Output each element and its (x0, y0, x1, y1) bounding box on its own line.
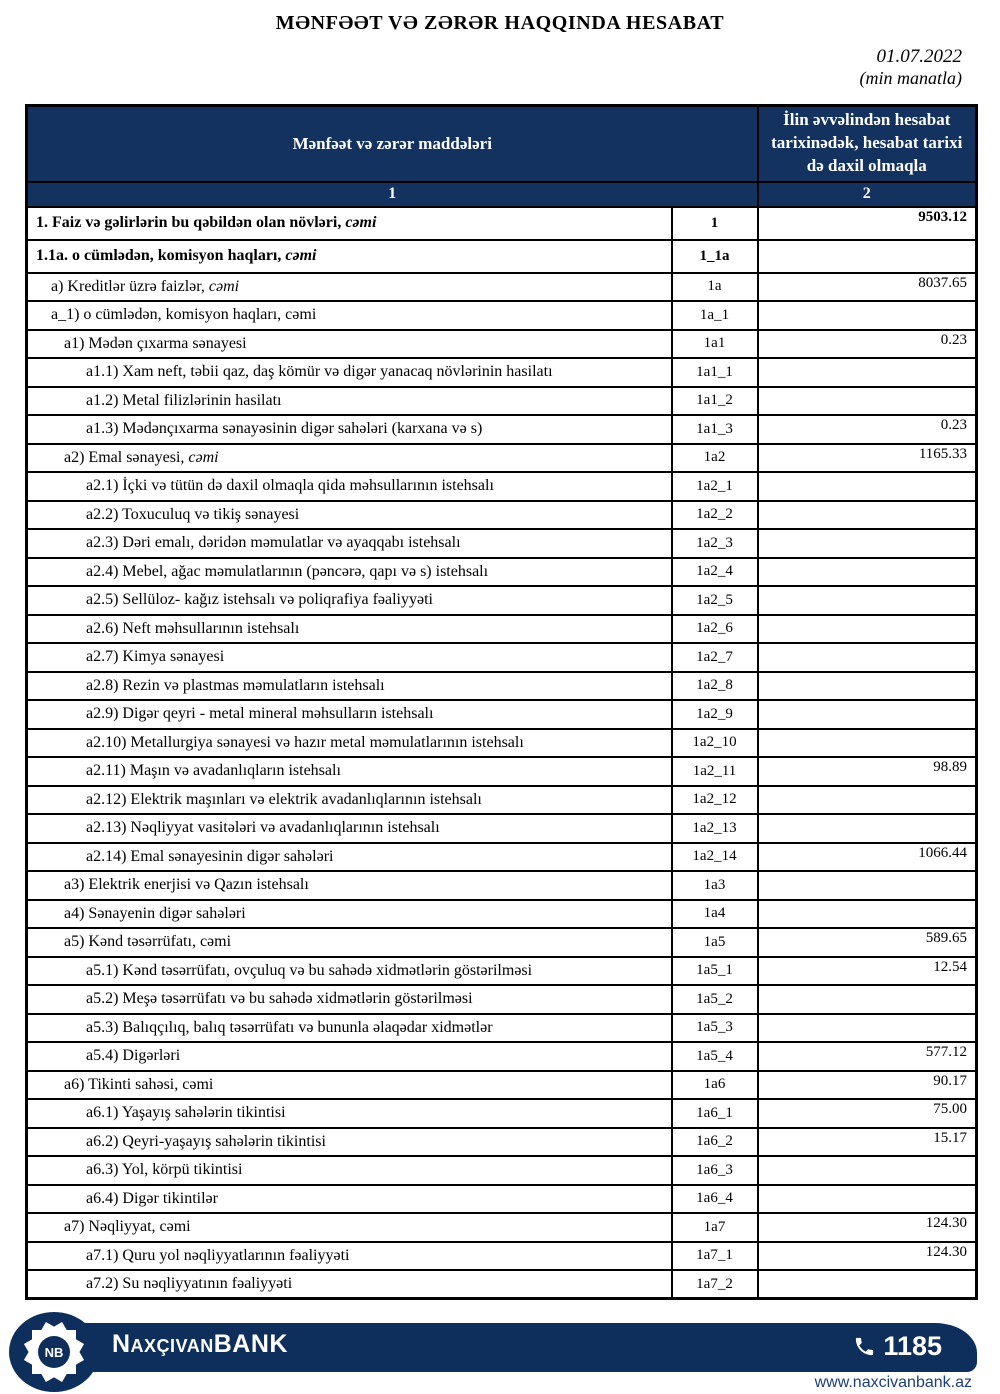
table-row (27, 529, 977, 558)
phone-number: 1185 (883, 1331, 942, 1361)
row-label: a2.5) Sellüloz- kağız istehsalı və poliqrafiya fəaliyyəti (27, 586, 672, 615)
row-label: a2.1) İçki və tütün də daxil olmaqla qida məhsullarının istehsalı (27, 472, 672, 501)
page-title: MƏNFƏƏT VƏ ZƏRƏR HAQQINDA HESABAT (275, 12, 725, 34)
row-value (758, 643, 977, 672)
row-code: 1a7_1 (672, 1242, 758, 1271)
table-row (27, 358, 977, 387)
row-label: a5.4) Digərləri (27, 1042, 672, 1071)
row-value (758, 358, 977, 387)
row-value (758, 1185, 977, 1214)
row-value: 1165.33 (758, 444, 977, 473)
row-code: 1a2_7 (672, 643, 758, 672)
row-code: 1a2_9 (672, 700, 758, 729)
row-code: 1a1_3 (672, 415, 758, 444)
row-label: a6.4) Digər tikintilər (27, 1185, 672, 1214)
row-code: 1_1a (672, 240, 758, 273)
row-label-suffix: cəmi (285, 247, 317, 264)
table-row (27, 672, 977, 701)
table-row (27, 871, 977, 900)
table-row (27, 240, 977, 273)
row-code: 1a6_4 (672, 1185, 758, 1214)
row-value: 90.17 (758, 1071, 977, 1100)
row-code: 1a6 (672, 1071, 758, 1100)
row-label: a2.8) Rezin və plastmas məmulatların istehsalı (27, 672, 672, 701)
table-row (27, 387, 977, 416)
row-value (758, 472, 977, 501)
row-label: a6) Tikinti sahəsi, cəmi (27, 1071, 672, 1100)
table-row (27, 843, 977, 872)
table-row (27, 301, 977, 330)
row-value: 9503.12 (758, 207, 977, 240)
row-value (758, 985, 977, 1014)
row-label: a5.2) Meşə təsərrüfatı və bu sahədə xidmətlərin göstərilməsi (27, 985, 672, 1014)
row-value: 577.12 (758, 1042, 977, 1071)
row-value (758, 615, 977, 644)
table-row (27, 957, 977, 986)
row-code: 1a4 (672, 900, 758, 929)
row-code: 1a2_13 (672, 814, 758, 843)
row-value (758, 529, 977, 558)
row-value (758, 729, 977, 758)
table-row (27, 207, 977, 240)
report-date: 01.07.2022 (876, 46, 962, 67)
row-code: 1a1 (672, 330, 758, 359)
row-label: a_1) o cümlədən, komisyon haqları, cəmi (27, 301, 672, 330)
row-label: a2.3) Dəri emalı, dəridən məmulatlar və ayaqqabı istehsalı (27, 529, 672, 558)
row-label: a) Kreditlər üzrə faizlər, cəmi (27, 273, 672, 302)
row-label: 1. Faiz və gəlirlərin bu qəbildən olan növləri, cəmi (27, 207, 672, 240)
row-label: a7.2) Su nəqliyyatının fəaliyyəti (27, 1270, 672, 1299)
row-label: a2.14) Emal sənayesinin digər sahələri (27, 843, 672, 872)
row-value (758, 786, 977, 815)
table-row (27, 1156, 977, 1185)
table-row (27, 1071, 977, 1100)
row-code: 1a5_2 (672, 985, 758, 1014)
table-row (27, 1185, 977, 1214)
row-code: 1a2_5 (672, 586, 758, 615)
row-value: 0.23 (758, 415, 977, 444)
row-code: 1a2_12 (672, 786, 758, 815)
row-label: a2.4) Mebel, ağac məmulatlarının (pəncərə, qapı və s) istehsalı (27, 558, 672, 587)
row-value: 98.89 (758, 757, 977, 786)
row-value: 0.23 (758, 330, 977, 359)
row-code: 1a2_3 (672, 529, 758, 558)
row-value (758, 1014, 977, 1043)
row-label: a2.11) Maşın və avadanlıqların istehsalı (27, 757, 672, 786)
row-code: 1a2_4 (672, 558, 758, 587)
row-code: 1a_1 (672, 301, 758, 330)
row-label: a6.2) Qeyri-yaşayış sahələrin tikintisi (27, 1128, 672, 1157)
row-code: 1a6_1 (672, 1099, 758, 1128)
phone-handset-icon (853, 1335, 876, 1358)
table-row (27, 1099, 977, 1128)
row-label: a2.12) Elektrik maşınları və elektrik avadanlıqlarının istehsalı (27, 786, 672, 815)
row-code: 1a2_14 (672, 843, 758, 872)
row-label: a1.3) Mədənçıxarma sənayəsinin digər sahələri (karxana və s) (27, 415, 672, 444)
row-label: a2.6) Neft məhsullarının istehsalı (27, 615, 672, 644)
row-value: 124.30 (758, 1213, 977, 1242)
table-row (27, 786, 977, 815)
row-code: 1a5_4 (672, 1042, 758, 1071)
row-code: 1a2_2 (672, 501, 758, 530)
row-label: a2.10) Metallurgiya sənayesi və hazır metal məmulatlarının istehsalı (27, 729, 672, 758)
table-row (27, 615, 977, 644)
row-value: 75.00 (758, 1099, 977, 1128)
table-row (27, 330, 977, 359)
row-code: 1a1_2 (672, 387, 758, 416)
row-value (758, 1156, 977, 1185)
column-number-2: 2 (758, 182, 977, 207)
row-value: 124.30 (758, 1242, 977, 1271)
row-code: 1a1_1 (672, 358, 758, 387)
column-number-1: 1 (27, 182, 758, 207)
table-row (27, 586, 977, 615)
row-label: a5.3) Balıqçılıq, balıq təsərrüfatı və bununla əlaqədar xidmətlər (27, 1014, 672, 1043)
row-label: a3) Elektrik enerjisi və Qazın istehsalı (27, 871, 672, 900)
row-label: 1.1a. o cümlədən, komisyon haqları, cəmi (27, 240, 672, 273)
row-code: 1a3 (672, 871, 758, 900)
table-row (27, 415, 977, 444)
row-label: a2.9) Digər qeyri - metal mineral məhsulların istehsalı (27, 700, 672, 729)
row-code: 1 (672, 207, 758, 240)
row-code: 1a5_1 (672, 957, 758, 986)
table-row (27, 558, 977, 587)
bank-name (112, 1332, 288, 1357)
row-code: 1a2_8 (672, 672, 758, 701)
bank-name-part2: BANK (213, 1330, 288, 1358)
row-value (758, 301, 977, 330)
row-label: a2.2) Toxuculuq və tikiş sənayesi (27, 501, 672, 530)
report-date-block (860, 46, 963, 90)
row-value (758, 814, 977, 843)
bank-logo-icon (8, 1311, 100, 1393)
row-label: a6.1) Yaşayış sahələrin tikintisi (27, 1099, 672, 1128)
row-value: 589.65 (758, 928, 977, 957)
row-label: a7.1) Quru yol nəqliyyatlarının fəaliyyəti (27, 1242, 672, 1271)
svg-text:NB: NB (44, 1345, 64, 1360)
pnl-table (25, 104, 978, 1300)
row-value (758, 871, 977, 900)
row-value (758, 387, 977, 416)
row-label: a5.1) Kənd təsərrüfatı, ovçuluq və bu sahədə xidmətlərin göstərilməsi (27, 957, 672, 986)
table-row (27, 900, 977, 929)
row-value (758, 240, 977, 273)
row-code: 1a6_2 (672, 1128, 758, 1157)
row-label: a1.1) Xam neft, təbii qaz, daş kömür və digər yanacaq növlərinin hasilatı (27, 358, 672, 387)
table-row (27, 1042, 977, 1071)
phone-block (853, 1331, 942, 1362)
row-code: 1a2_6 (672, 615, 758, 644)
bank-name-part1: Naxçıvan (112, 1330, 214, 1358)
row-value (758, 672, 977, 701)
row-label: a2.7) Kimya sənayesi (27, 643, 672, 672)
row-value: 8037.65 (758, 273, 977, 302)
row-label-suffix: cəmi (208, 277, 240, 295)
table-row (27, 643, 977, 672)
row-code: 1a6_3 (672, 1156, 758, 1185)
row-label: a1.2) Metal filizlərinin hasilatı (27, 387, 672, 416)
table-row (27, 1242, 977, 1271)
table-row (27, 1270, 977, 1299)
row-code: 1a2_1 (672, 472, 758, 501)
row-code: 1a7 (672, 1213, 758, 1242)
row-code: 1a2_10 (672, 729, 758, 758)
row-value (758, 586, 977, 615)
table-row (27, 700, 977, 729)
row-label: a4) Sənayenin digər sahələri (27, 900, 672, 929)
row-value: 15.17 (758, 1128, 977, 1157)
column-header-period: İlin əvvəlindən hesabat tarixinədək, hesabat tarixi də daxil olmaqla (758, 106, 977, 182)
row-label: a6.3) Yol, körpü tikintisi (27, 1156, 672, 1185)
row-value (758, 700, 977, 729)
column-header-items: Mənfəət və zərər maddələri (27, 106, 758, 182)
website-text: www.naxcivanbank.az (814, 1374, 972, 1391)
row-label: a5) Kənd təsərrüfatı, cəmi (27, 928, 672, 957)
row-code: 1a2_11 (672, 757, 758, 786)
row-value: 1066.44 (758, 843, 977, 872)
row-value: 12.54 (758, 957, 977, 986)
table-row (27, 1014, 977, 1043)
table-row (27, 444, 977, 473)
table-row (27, 757, 977, 786)
table-row (27, 928, 977, 957)
row-label: a2.13) Nəqliyyat vasitələri və avadanlıqlarının istehsalı (27, 814, 672, 843)
unit-note: (min manatla) (859, 68, 962, 89)
row-value (758, 1270, 977, 1299)
row-label: a2) Emal sənayesi, cəmi (27, 444, 672, 473)
column-number-row (27, 182, 977, 207)
table-row (27, 501, 977, 530)
table-row (27, 985, 977, 1014)
row-code: 1a7_2 (672, 1270, 758, 1299)
row-value (758, 501, 977, 530)
row-label-suffix: cəmi (188, 448, 219, 466)
row-code: 1a5_3 (672, 1014, 758, 1043)
row-label: a7) Nəqliyyat, cəmi (27, 1213, 672, 1242)
row-code: 1a2 (672, 444, 758, 473)
table-row (27, 1128, 977, 1157)
row-label-suffix: cəmi (345, 214, 377, 231)
table-row (27, 273, 977, 302)
row-label: a1) Mədən çıxarma sənayesi (27, 330, 672, 359)
table-row (27, 472, 977, 501)
row-code: 1a5 (672, 928, 758, 957)
table-row (27, 1213, 977, 1242)
row-code: 1a (672, 273, 758, 302)
row-value (758, 900, 977, 929)
table-row (27, 814, 977, 843)
table-row (27, 729, 977, 758)
row-value (758, 558, 977, 587)
table-header-row (27, 106, 977, 182)
